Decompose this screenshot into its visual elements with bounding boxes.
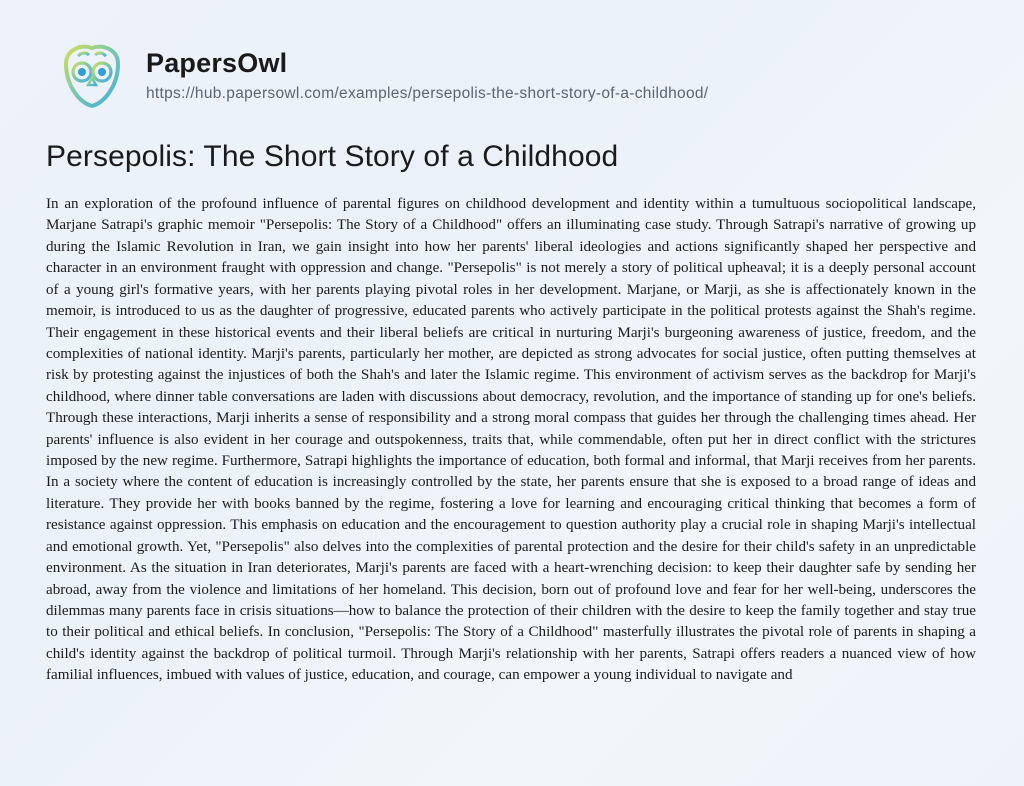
brand-name: PapersOwl <box>146 47 288 78</box>
owl-logo-icon <box>56 40 128 112</box>
source-url[interactable]: https://hub.papersowl.com/examples/persepolis-the-short-story-of-a-childhood/ <box>146 84 709 102</box>
brand-block <box>146 49 708 103</box>
essay-body-text: In an exploration of the profound influence of parental figures on childhood development and identity within a tumultuous sociopolitical landscape, Marjane Satrapi's graphic memoir "Persepolis: The Story of a Childhood" offers an illuminating case study. Through Satrapi's narrative of growing up during the Islamic Revolution in Iran, we gain insight into how her parents' liberal ideologies and actions significantly shaped her perspective and character in an environment fraught with oppression and change. "Persepolis" is not merely a story of political upheaval; it is a deeply personal account of a young girl's formative years, with her parents playing pivotal roles in her development. Marjane, or Marji, as she is affectionately known in the memoir, is introduced to us as the daughter of progressive, educated parents who actively participate in the political protests against the Shah's regime. Their engagement in these historical events and their liberal beliefs are critical in nurturing Marji's burgeoning awareness of justice, freedom, and the complexities of national identity. Marji's parents, particularly her mother, are depicted as strong advocates for social justice, often putting themselves at risk by protesting against the injustices of both the Shah's and later the Islamic regime. This environment of activism serves as the backdrop for Marji's childhood, where dinner table conversations are laden with discussions about democracy, revolution, and the importance of standing up for one's beliefs. Through these interactions, Marji inherits a sense of responsibility and a strong moral compass that guides her through the challenging times ahead. Her parents' influence is also evident in her courage and outspokenness, traits that, while commendable, often put her in direct conflict with the strictures imposed by the new regime. Furthermore, Satrapi highlights the importance of education, both formal and informal, that Marji receives from her parents. In a society where the content of education is increasingly controlled by the state, her parents ensure that she is exposed to a broad range of ideas and literature. They provide her with books banned by the regime, fostering a love for learning and encouraging critical thinking that becomes a form of resistance against oppression. This emphasis on education and the encouragement to question authority play a crucial role in shaping Marji's intellectual and emotional growth. Yet, "Persepolis" also delves into the complexities of parental protection and the desire for their child's safety in an unpredictable environment. As the situation in Iran deteriorates, Marji's parents are faced with a heart-wrenching decision: to keep their daughter safe by sending her abroad, away from the violence and limitations of her homeland. This decision, born out of profound love and fear for her well-being, underscores the dilemmas many parents face in crisis situations—how to balance the protection of their children with the desire to keep the family together and stay true to their political and ethical beliefs. In conclusion, "Persepolis: The Story of a Childhood" masterfully illustrates the pivotal role of parents in shaping a child's identity against the backdrop of political turmoil. Through Marji's relationship with her parents, Satrapi offers readers a nuanced view of how familial influences, imbued with values of justice, education, and courage, can empower a young individual to navigate and <box>46 196 976 684</box>
site-header <box>44 40 980 112</box>
page-title: Persepolis: The Short Story of a Childhood <box>46 140 619 173</box>
